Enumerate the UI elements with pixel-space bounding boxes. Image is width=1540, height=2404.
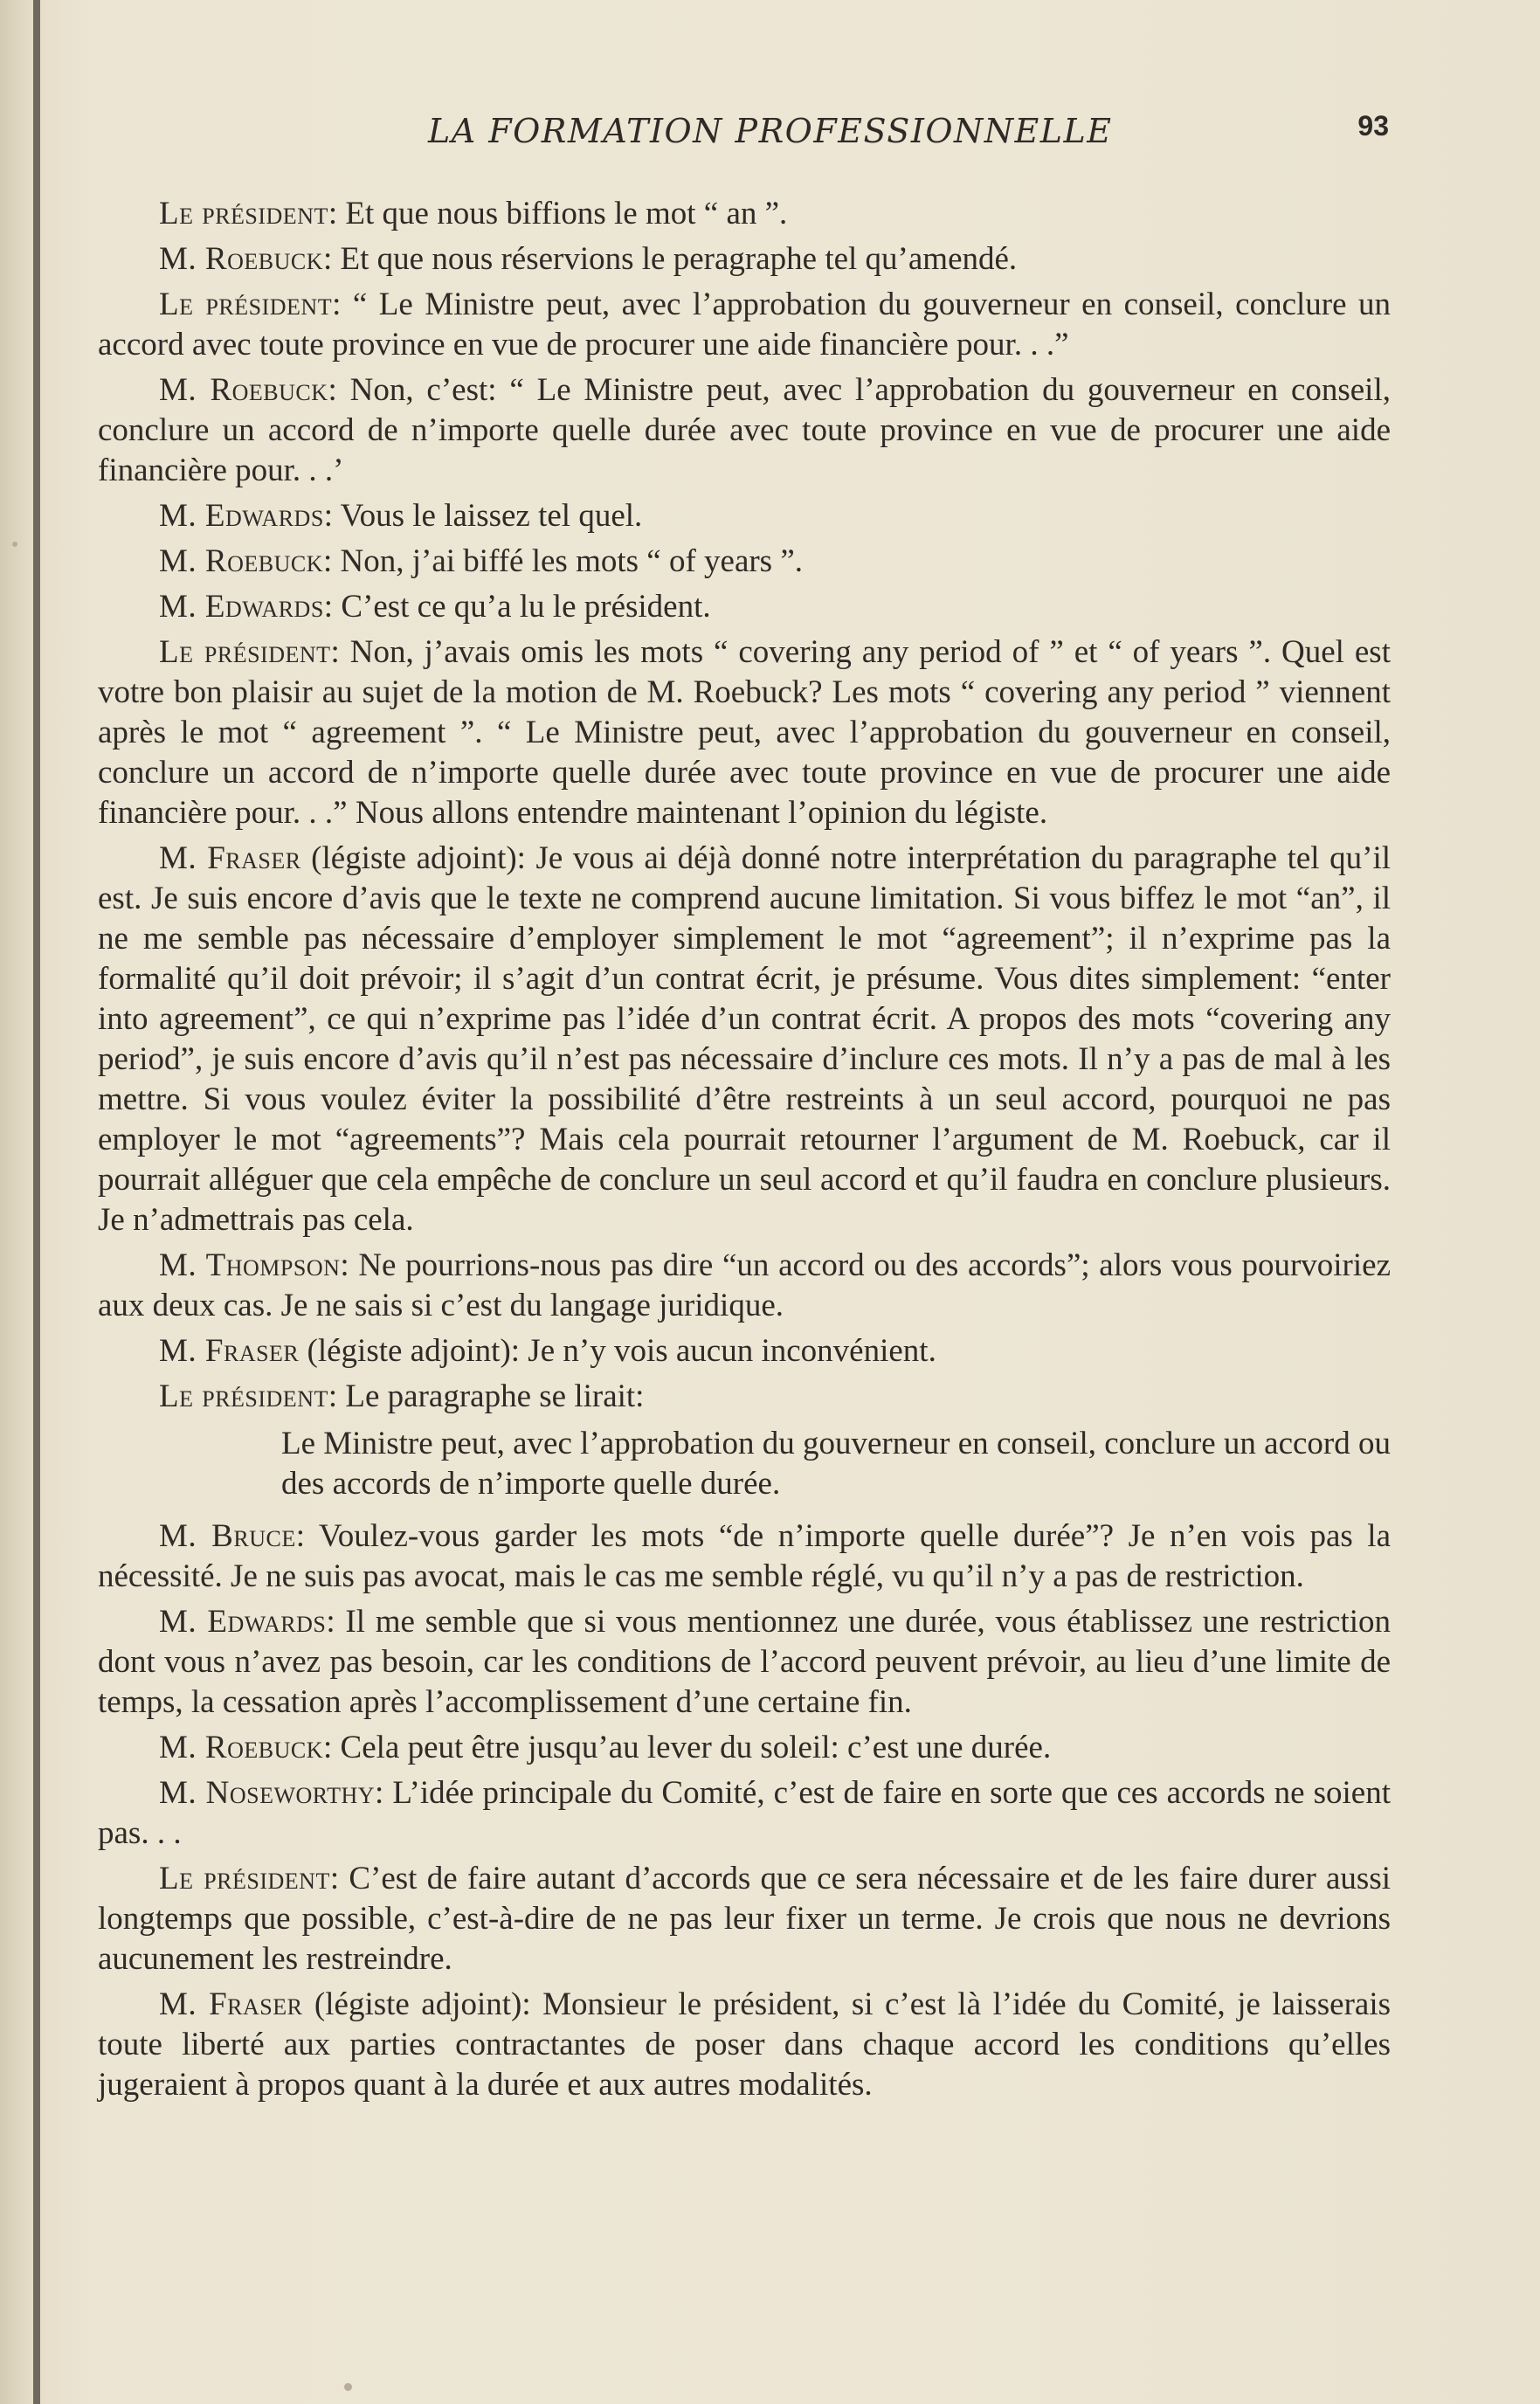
speech-paragraph — [98, 239, 1391, 280]
speaker-name: M. Roebuck — [159, 241, 323, 277]
speech-text: : Et que nous biffions le mot “ an ”. — [328, 196, 788, 231]
speech-paragraph — [98, 839, 1391, 1240]
speech-paragraph — [98, 1602, 1391, 1723]
running-header — [105, 112, 1389, 164]
speech-paragraph — [98, 1773, 1391, 1854]
speech-text: (légiste adjoint): Je vous ai déjà donné notre interprétation du paragraphe tel qu’il est. Je suis encore d’avis que le texte ne comprend aucune limitation. Si vous biffez le mot “an”, il ne me semble pas nécessaire d’employer simplement le mot “agreement”; il n’exprime pas la formalité qu’il doit prévoir; il s’agit d’un contrat écrit, je présume. Vous dites simplement: “enter into agreement”, ce qui n’exprime pas l’idée d’un contrat écrit. A propos des mots “covering any period”, je suis encore d’avis qu’il n’est pas nécessaire d’inclure ces mots. Il n’y a pas de mal à les mettre. Si vous voulez éviter la possibilité d’être restreints à un seul accord, pourquoi ne pas employer le mot “agreements”? Mais cela pourrait retourner l’argument de M. Roebuck, car il pourrait alléguer que cela empêche de conclure un seul accord et qu’il faudra en conclure plusieurs. Je n’admettrais pas cela. — [98, 840, 1392, 1238]
speech-paragraph — [98, 542, 1391, 582]
speech-paragraph — [98, 370, 1391, 491]
book-spine-edge — [33, 0, 40, 2404]
speech-text: : Non, c’est: “ Le Ministre peut, avec l’approbation du gouverneur en conseil, conclure un accord de n’importe quelle durée avec toute province en vue de procurer une aide financière pour. . .’ — [98, 372, 1391, 488]
speaker-name: Le président — [159, 1378, 328, 1414]
speaker-name: M. Noseworthy — [159, 1775, 376, 1811]
speech-text: : “ Le Ministre peut, avec l’approbation du gouverneur en conseil, conclure un accord avec toute province en vue de procurer une aide financière pour. . .” — [98, 287, 1392, 363]
speaker-name: M. Roebuck — [159, 372, 328, 408]
paper-speck — [12, 542, 17, 547]
speech-text: : C’est de faire autant d’accords que ce sera nécessaire et de les faire durer aussi longtemps que possible, c’est-à-dire de ne pas leur fixer un terme. Je crois que nous ne devrions aucunement les restreindre. — [98, 1861, 1391, 1977]
speech-text: : Vous le laissez tel quel. — [323, 498, 643, 534]
speech-paragraph — [98, 632, 1391, 833]
speech-text: : Le paragraphe se lirait: — [328, 1378, 645, 1414]
speech-paragraph — [98, 496, 1391, 536]
speaker-name: M. Thompson — [159, 1247, 341, 1283]
speaker-name: M. Roebuck — [159, 1730, 323, 1765]
speech-text: (légiste adjoint): Je n’y vois aucun inconvénient. — [299, 1333, 936, 1369]
speech-paragraph — [98, 1331, 1391, 1371]
speaker-name: Le président — [159, 196, 328, 231]
speaker-name: M. Fraser — [159, 1333, 300, 1369]
paper-speck — [344, 2383, 352, 2391]
speaker-name: M. Edwards — [159, 589, 324, 625]
speaker-name: M. Roebuck — [159, 543, 323, 579]
speech-text: : Non, j’avais omis les mots “ covering any period of ” et “ of years ”. Quel est votre bon plaisir au sujet de la motion de M. Roebuck? Les mots “ covering any period ” viennent après le mot “ agreement ”. “ Le Ministre peut, avec l’approbation du gouverneur en conseil, conclure un accord de n’importe quelle durée avec toute province en vue de procurer une aide financière pour. . .” Nous allons entendre maintenant l’opinion du légiste. — [98, 634, 1391, 831]
speaker-name: Le président — [159, 1861, 330, 1896]
speaker-name: M. Edwards — [159, 498, 324, 534]
speaker-name: Le président — [159, 287, 333, 322]
speech-text: : Non, j’ai biffé les mots “ of years ”. — [322, 543, 804, 579]
speaker-name: M. Fraser — [159, 1986, 303, 2022]
speech-text: : C’est ce qu’a lu le président. — [323, 589, 711, 625]
speech-paragraph — [98, 285, 1391, 365]
speech-text: : Cela peut être jusqu’au lever du soleil: c’est une durée. — [322, 1730, 1052, 1765]
running-title: LA FORMATION PROFESSIONNELLE — [428, 112, 1113, 150]
speech-text: : Voulez-vous garder les mots “de n’importe quelle durée”? Je n’en vois pas la nécessité. Je ne suis pas avocat, mais le cas me semble réglé, vu qu’il n’y a pas de restriction. — [98, 1518, 1391, 1594]
speech-paragraph — [98, 1728, 1391, 1768]
speech-paragraph — [98, 1516, 1391, 1597]
speech-paragraph — [98, 1377, 1391, 1417]
speech-paragraph — [98, 587, 1391, 627]
speaker-name: Le président — [159, 634, 331, 670]
speaker-name: M. Edwards — [159, 1604, 327, 1640]
speech-paragraph — [98, 1985, 1391, 2105]
quoted-paragraph-text: Le Ministre peut, avec l’approbation du gouverneur en conseil, conclure un accord ou des accords de n’importe quelle durée. — [281, 1426, 1391, 1502]
speech-paragraph — [98, 1859, 1391, 1979]
page-number: 93 — [1357, 110, 1389, 142]
speaker-name: M. Fraser — [159, 840, 301, 876]
speech-text: : Et que nous réservions le peragraphe tel qu’amendé. — [322, 241, 1018, 277]
speaker-name: M. Bruce — [159, 1518, 296, 1554]
speech-text: : Il me semble que si vous mentionnez une durée, vous établissez une restriction dont vous n’avez pas besoin, car les conditions de l’accord peuvent prévoir, au lieu d’une limite de temps, la cessation après l’accomplissement d’une certaine fin. — [98, 1604, 1391, 1720]
speech-text: : L’idée principale du Comité, c’est de faire en sorte que ces accords ne soient pas. . . — [98, 1775, 1391, 1851]
speech-paragraph — [98, 1246, 1391, 1326]
transcript-body — [98, 194, 1391, 2110]
speech-text: (légiste adjoint): Monsieur le président, si c’est là l’idée du Comité, je laisserais toute liberté aux parties contractantes de poser dans chaque accord les conditions qu’elles jugeraient à propos quant à la durée et aux autres modalités. — [98, 1986, 1391, 2103]
speech-text: : Ne pourrions-nous pas dire “un accord ou des accords”; alors vous pourvoiriez aux deux cas. Je ne sais si c’est du langage juridique. — [98, 1247, 1391, 1323]
page-gutter-shadow — [0, 0, 33, 2404]
speech-paragraph — [98, 194, 1391, 234]
